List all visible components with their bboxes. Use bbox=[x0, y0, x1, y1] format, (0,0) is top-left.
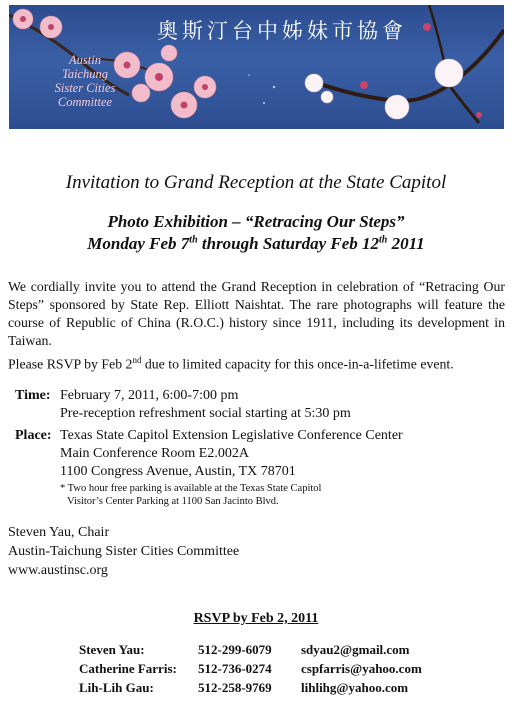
contact-email[interactable]: lihlihg@yahoo.com bbox=[301, 680, 409, 695]
exhibition-subtitle: Photo Exhibition – “Retracing Our Steps” bbox=[107, 212, 405, 231]
invitation-title: Invitation to Grand Reception at the State Capitol bbox=[65, 172, 447, 193]
invitation-paragraph: We cordially invite you to attend the Grand Reception in celebration of “Retracing Our Steps” sponsored by State Rep. Elliott Naishtat. The rare photographs will feature the course of Republic of China (R.O.C.) history since 1911, including its development in Taiwan. bbox=[8, 279, 505, 348]
contact-name: Lih-Lih Gau: bbox=[79, 680, 154, 695]
header-banner bbox=[9, 5, 504, 129]
place-label: Place: bbox=[15, 428, 52, 443]
signature-name: Steven Yau, Chair bbox=[8, 525, 110, 540]
org-line: Sister Cities bbox=[54, 81, 116, 95]
signature-org: Austin-Taichung Sister Cities Committee bbox=[8, 544, 240, 559]
contact-phone: 512-299-6079 bbox=[198, 642, 272, 657]
place-line: 1100 Congress Avenue, Austin, TX 78701 bbox=[60, 464, 296, 479]
contact-phone: 512-736-0274 bbox=[198, 661, 272, 676]
org-line: Taichung bbox=[61, 67, 109, 81]
org-name-logo-text bbox=[29, 53, 141, 109]
exhibition-dates: Monday Feb 7th through Saturday Feb 12th 2011 bbox=[87, 234, 425, 253]
website-link[interactable]: www.austinsc.org bbox=[8, 563, 108, 578]
contact-email[interactable]: cspfarris@yahoo.com bbox=[301, 661, 422, 676]
contact-email[interactable]: sdyau2@gmail.com bbox=[301, 642, 410, 657]
chinese-org-title: 奧斯汀台中姊妹市協會 bbox=[157, 19, 407, 43]
contact-phone: 512-258-9769 bbox=[198, 680, 272, 695]
time-line: Pre-reception refreshment social starting at 5:30 pm bbox=[60, 406, 351, 421]
org-line: Committee bbox=[57, 95, 113, 109]
time-line: February 7, 2011, 6:00-7:00 pm bbox=[60, 388, 239, 403]
time-label: Time: bbox=[15, 388, 51, 403]
contact-name: Steven Yau: bbox=[79, 642, 145, 657]
contact-name: Catherine Farris: bbox=[79, 661, 177, 676]
rsvp-heading: RSVP by Feb 2, 2011 bbox=[193, 611, 319, 626]
parking-note: * Two hour free parking is available at the Texas State Capitol bbox=[60, 483, 322, 494]
parking-note: Visitor’s Center Parking at 1100 San Jacinto Blvd. bbox=[67, 496, 279, 507]
place-line: Main Conference Room E2.002A bbox=[60, 446, 249, 461]
org-line: Austin bbox=[69, 53, 101, 67]
rsvp-notice: Please RSVP by Feb 2nd due to limited capacity for this once-in-a-lifetime event. bbox=[8, 355, 454, 372]
place-line: Texas State Capitol Extension Legislative Conference Center bbox=[60, 428, 403, 443]
